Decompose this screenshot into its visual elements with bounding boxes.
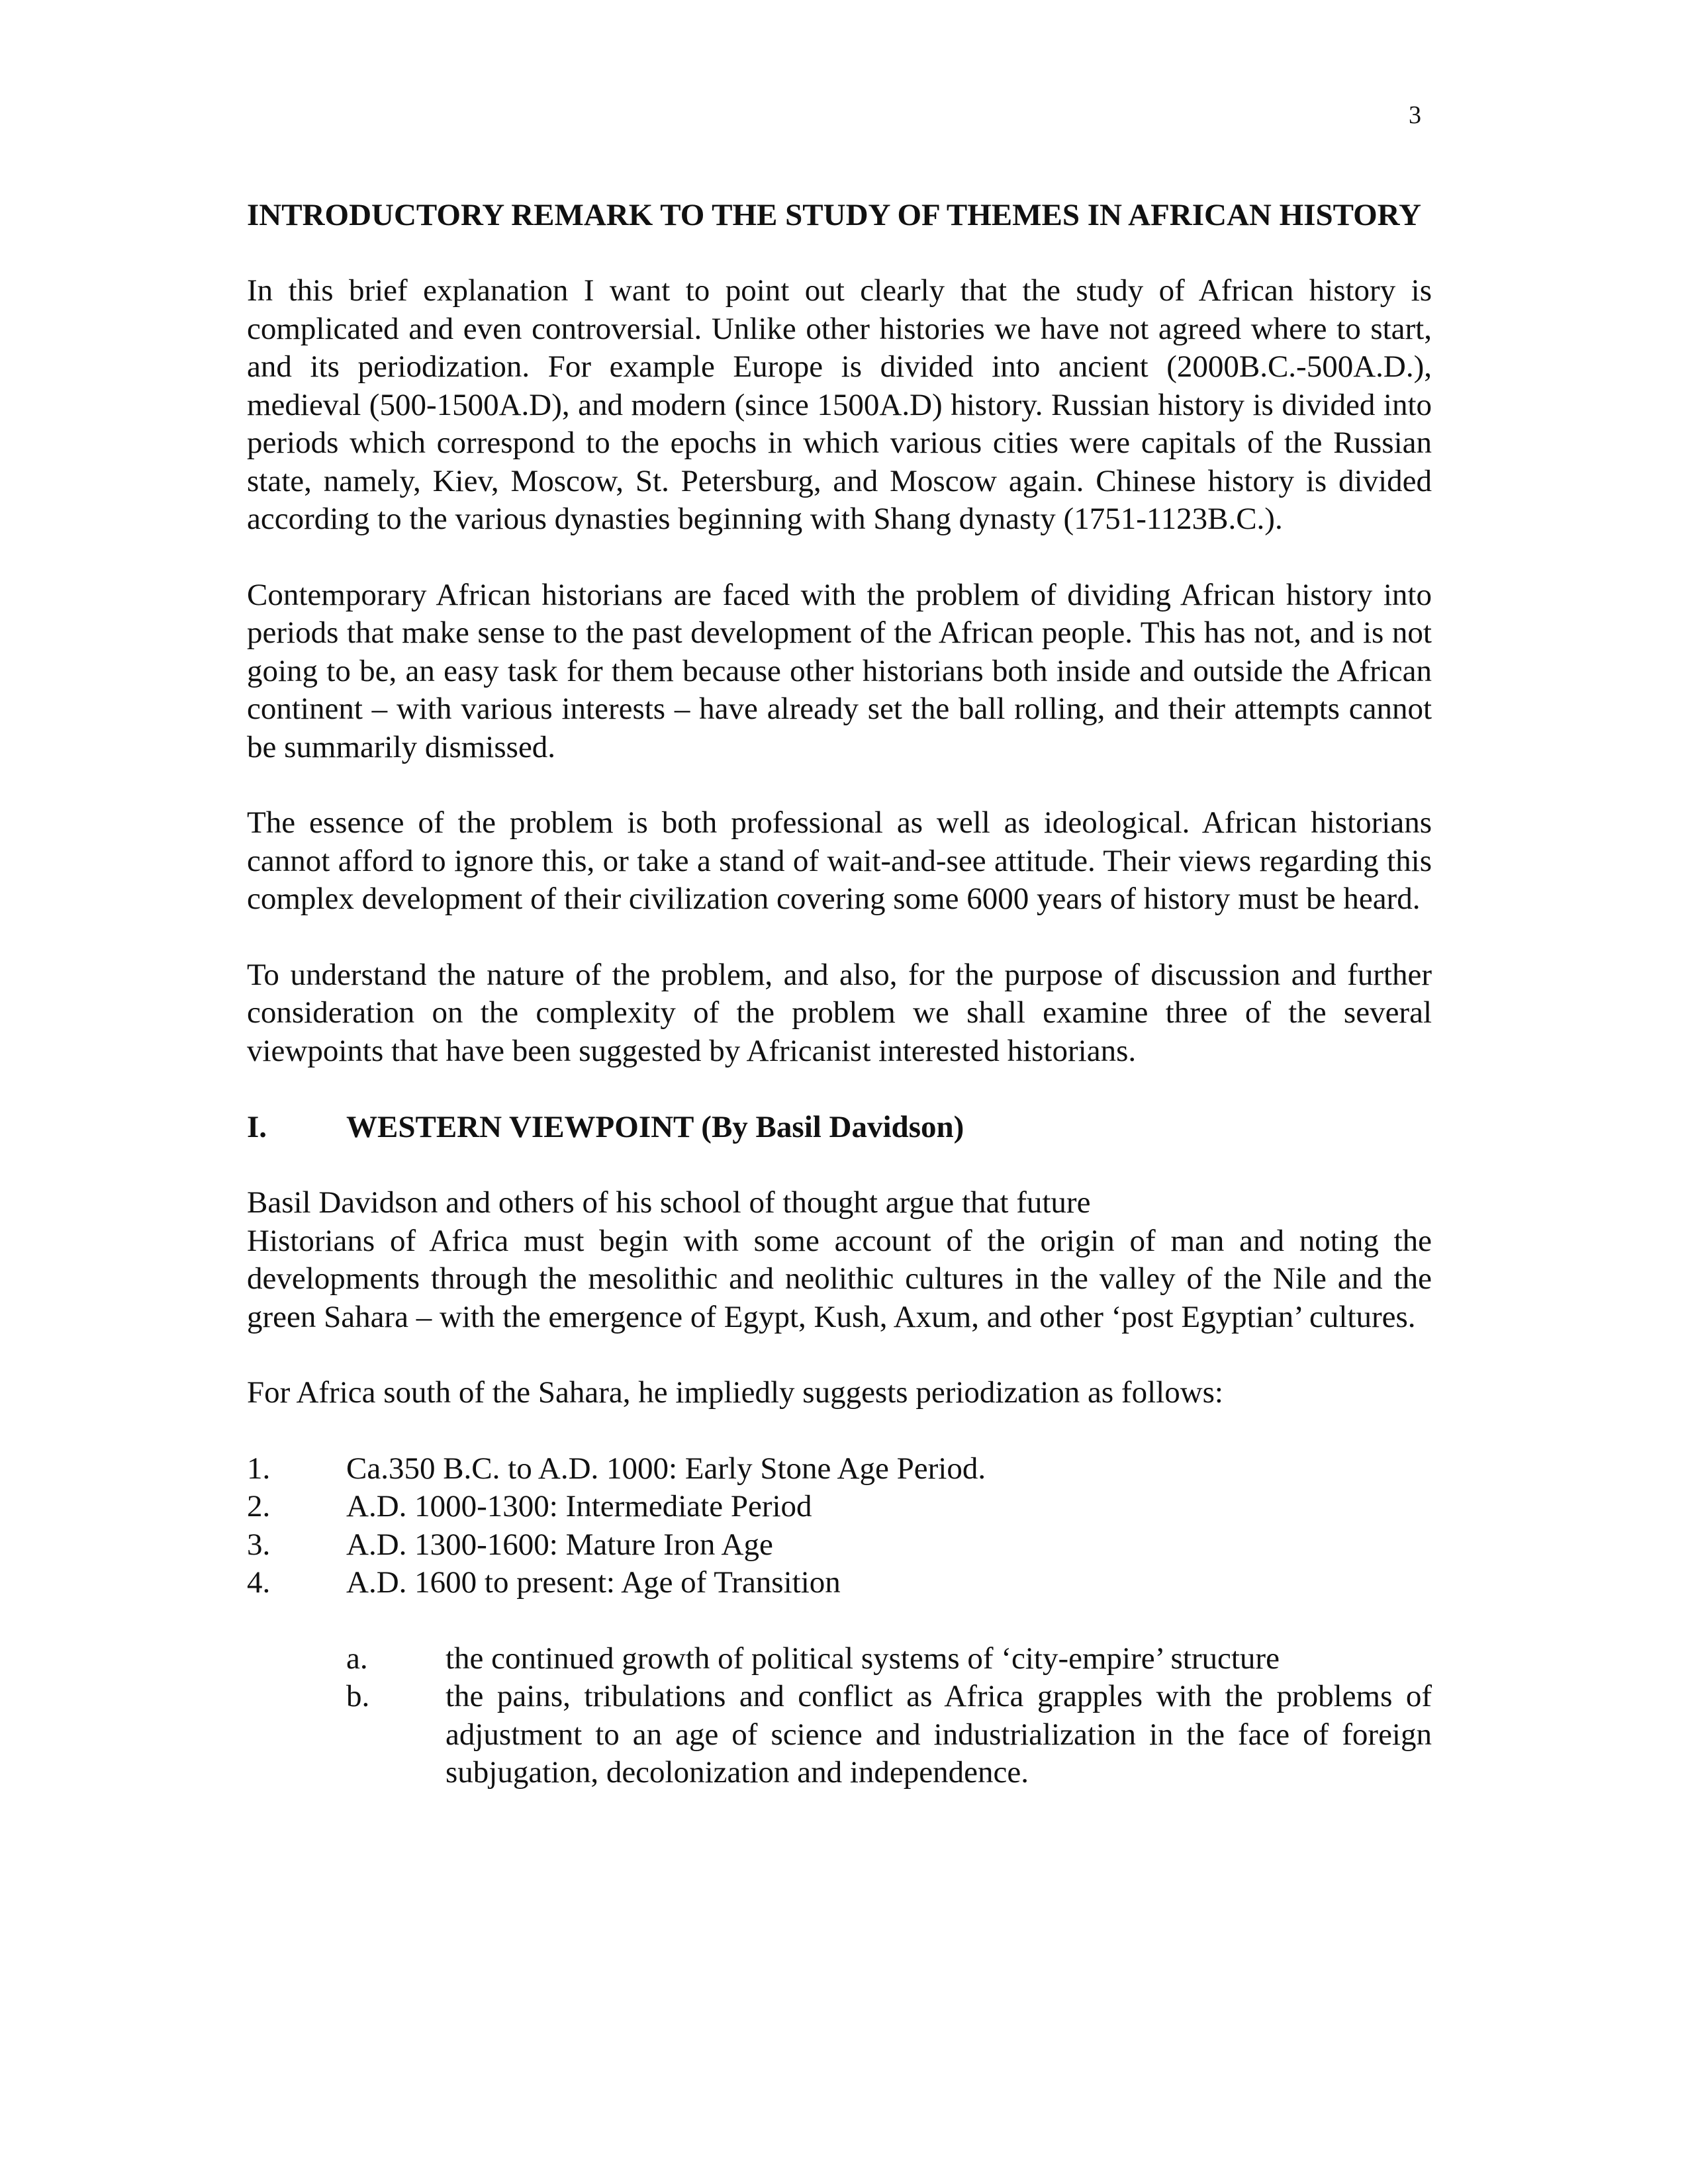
list-item-text: A.D. 1300-1600: Mature Iron Age — [346, 1527, 773, 1562]
paragraph-periodization: In this brief explanation I want to point out clearly that the study of African history is complicated and even controversial. Unlike other histories we have not agreed where to start, and its periodization. For example Europe is divided into ancient (2000B.C.-500A.D.), medieval (500-1500A.D), and modern (since 1500A.D) history. Russian history is divided into periods which correspond to the epochs in which various cities were capitals of the Russian state, namely, Kiev, Moscow, St. Petersburg, and Moscow again. Chinese history is divided according to the various dynasties beginning with Shang dynasty (1751-1123B.C.). — [247, 273, 1432, 536]
paragraph-davidson-body: Historians of Africa must begin with some account of the origin of man and noting the developments through the mesolithic and neolithic cultures in the valley of the Nile and the green Sahara – with the emergence of Egypt, Kush, Axum, and other ‘post Egyptian’ cultures. — [247, 1223, 1432, 1334]
page-content — [247, 196, 1432, 1792]
list-item-letter: b. — [346, 1679, 370, 1713]
page-number: 3 — [1409, 101, 1421, 129]
list-item-number: 4. — [247, 1565, 271, 1600]
list-item-text: the continued growth of political systems of ‘city-empire’ structure — [445, 1641, 1280, 1676]
list-item-number: 1. — [247, 1451, 271, 1486]
list-item-text: A.D. 1000-1300: Intermediate Period — [346, 1489, 812, 1524]
paragraph-contemporary-historians: Contemporary African historians are faced with the problem of dividing African history into periods that make sense to the past development of the African people. This has not, and is not going to be, an easy task for them because other historians both inside and outside the African continent – with various interests – have already set the ball rolling, and their attempts cannot be summarily dismissed. — [247, 577, 1432, 764]
paragraph-davidson — [247, 1184, 1432, 1336]
paragraph-davidson-first-line: Basil Davidson and others of his school of thought argue that future — [247, 1185, 1091, 1220]
paragraph-periodization-lead: For Africa south of the Sahara, he impliedly suggests periodization as follows: — [247, 1375, 1223, 1410]
list-item-number: 3. — [247, 1527, 271, 1562]
list-item-text: A.D. 1600 to present: Age of Transition — [346, 1565, 841, 1600]
document-title: INTRODUCTORY REMARK TO THE STUDY OF THEMES IN AFRICAN HISTORY — [247, 198, 1421, 232]
section-heading — [247, 1108, 1432, 1146]
list-item-text: Ca.350 B.C. to A.D. 1000: Early Stone Age Period. — [346, 1451, 986, 1486]
paragraph-essence-of-problem: The essence of the problem is both professional as well as ideological. African historians cannot afford to ignore this, or take a stand of wait-and-see attitude. Their views regarding this complex development of their civilization covering some 6000 years of history must be heard. — [247, 805, 1432, 916]
transition-subpoint-list — [247, 1640, 1432, 1792]
section-number: I. — [247, 1110, 267, 1144]
period-list — [247, 1450, 1432, 1602]
list-item-letter: a. — [346, 1641, 368, 1676]
list-item — [346, 1678, 1432, 1792]
list-item — [247, 1526, 1432, 1565]
section-title: WESTERN VIEWPOINT (By Basil Davidson) — [346, 1110, 964, 1144]
list-item — [247, 1564, 1432, 1602]
paragraph-understand-problem: To understand the nature of the problem, and also, for the purpose of discussion and further consideration on the complexity of the problem we shall examine three of the several viewpoints that have been suggested by Africanist interested historians. — [247, 957, 1432, 1068]
list-item-number: 2. — [247, 1489, 271, 1524]
list-item — [247, 1488, 1432, 1526]
list-item-text: the pains, tribulations and conflict as Africa grapples with the problems of adjustment to an age of science and industrialization in the face of foreign subjugation, decolonization and independence. — [445, 1679, 1432, 1790]
list-item — [247, 1450, 1432, 1488]
list-item — [346, 1640, 1432, 1678]
